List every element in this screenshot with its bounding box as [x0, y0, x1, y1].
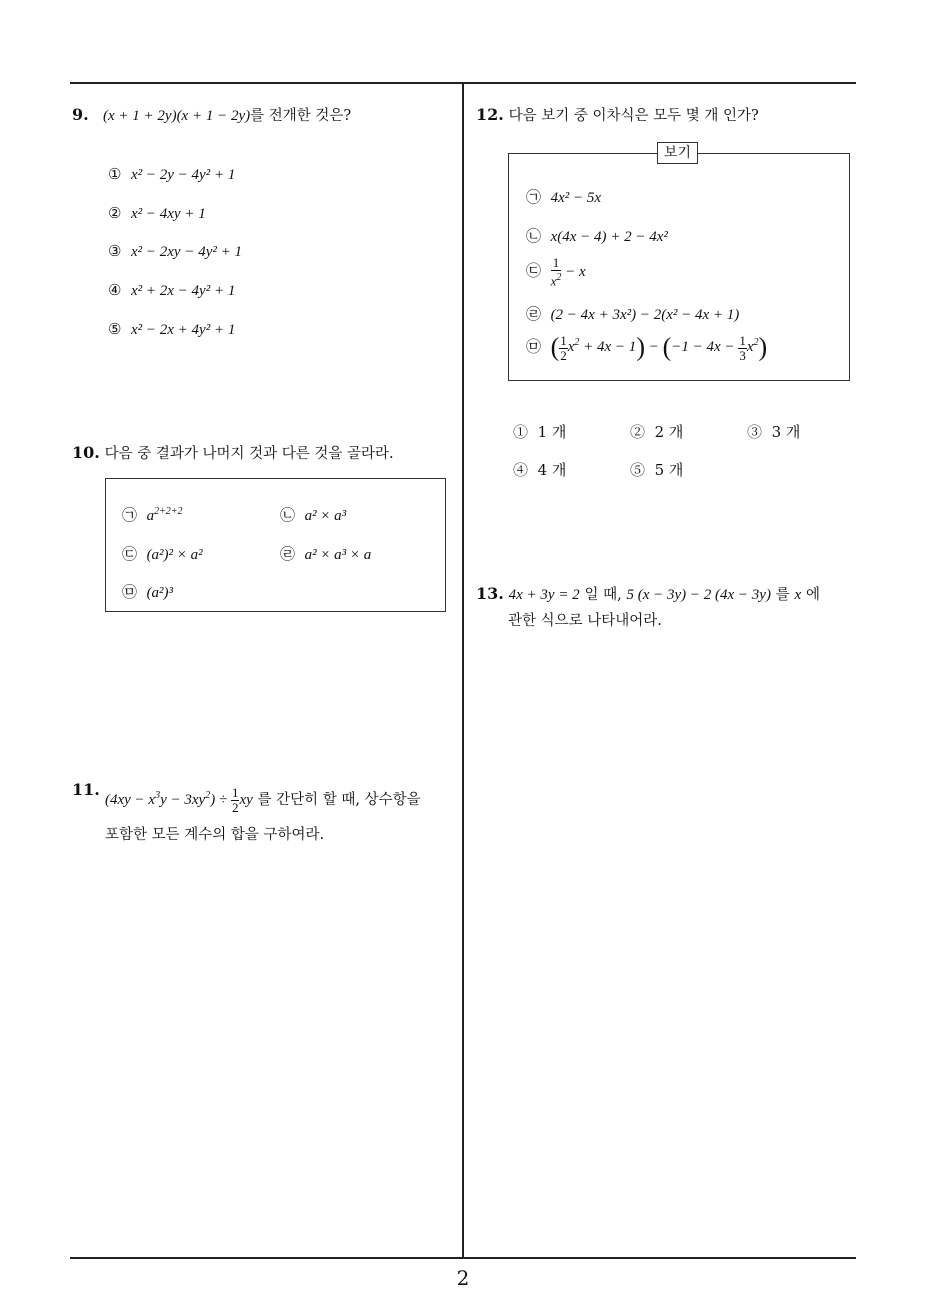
item-mark: ㉠	[526, 188, 542, 206]
item-expr: a² × a³ × a	[304, 547, 372, 563]
item-mark: ㉡	[280, 506, 296, 524]
item-expr: (2 − 4x + 3x²) − 2(x² − 4x + 1)	[550, 307, 740, 323]
q10-item-e	[122, 581, 173, 602]
choice-mark: ③	[108, 242, 122, 260]
q9-choice-2[interactable]	[108, 204, 206, 223]
item-expr: 4x² − 5x	[550, 190, 601, 206]
choice-mark: ①	[108, 165, 122, 183]
q12-item-a	[526, 186, 601, 207]
q9-header	[72, 104, 351, 125]
choice-mark: ②	[108, 204, 122, 222]
question-expression: 5 (x − 3y) − 2 (4x − 3y)	[626, 587, 771, 603]
choice-mark: ⑤	[630, 461, 646, 479]
q10-header	[72, 442, 394, 463]
bottom-rule	[70, 1257, 856, 1259]
choice-expr: x² − 2xy − 4y² + 1	[131, 244, 242, 260]
choice-mark: ④	[108, 281, 122, 299]
q11-line-2	[105, 823, 324, 844]
choice-mark: ①	[513, 423, 529, 441]
question-number: 11.	[72, 780, 100, 799]
q11-number	[72, 780, 100, 799]
item-mark: ㉠	[122, 506, 138, 524]
question-number: 10.	[72, 443, 100, 462]
item-expr: (a²)³	[146, 585, 174, 601]
q10-item-b	[280, 504, 346, 525]
question-expression: 4x + 3y = 2	[508, 587, 580, 603]
item-mark: ㉢	[122, 545, 138, 563]
item-expr: $\frac{1}{x^2}$ − x	[550, 255, 586, 289]
question-stem: 에	[806, 587, 821, 603]
item-mark: ㉢	[526, 261, 542, 280]
item-expr: (a²)² × a²	[146, 547, 203, 563]
item-expr: $a^{2+2+2}$	[146, 506, 183, 524]
bogi-label: 보기	[657, 142, 698, 164]
item-mark: ㉤	[122, 583, 138, 601]
choice-expr: x² − 2y − 4y² + 1	[131, 167, 236, 183]
question-expression: $(4xy - x^3y - 3xy^2)$ ÷ $\frac{1}{2}$ xy	[105, 785, 253, 815]
choice-mark: ②	[630, 423, 646, 441]
q12-header	[476, 104, 759, 125]
q9-choice-4[interactable]	[108, 281, 235, 300]
question-stem: 다음 중 결과가 나머지 것과 다른 것을 골라라.	[104, 446, 394, 462]
item-mark: ㉤	[526, 337, 542, 356]
q12-choice-3[interactable]	[747, 421, 800, 442]
question-variable: x	[794, 587, 802, 603]
q12-item-d	[526, 303, 739, 324]
question-stem: 일 때,	[584, 587, 622, 603]
item-expr: a² × a³	[304, 508, 347, 524]
q12-choice-5[interactable]	[630, 459, 683, 480]
choice-mark: ③	[747, 423, 763, 441]
q12-item-b	[526, 225, 668, 246]
question-stem: 를 전개한 것은?	[250, 108, 352, 124]
question-stem-continued: 포함한 모든 계수의 합을 구하여라.	[105, 827, 325, 843]
item-mark: ㉣	[280, 545, 296, 563]
q10-item-a	[122, 504, 183, 525]
item-mark: ㉡	[526, 227, 542, 245]
page-number: 2	[456, 1266, 470, 1290]
q13-line-2	[508, 609, 662, 630]
q11-line-1	[105, 786, 421, 815]
question-stem: 다음 보기 중 이차식은 모두 몇 개 인가?	[508, 108, 759, 124]
question-stem-continued: 관한 식으로 나타내어라.	[508, 613, 662, 629]
choice-mark: ④	[513, 461, 529, 479]
question-expression: (x + 1 + 2y)(x + 1 − 2y)	[103, 108, 251, 124]
choice-text: 3 개	[771, 423, 801, 441]
q10-item-c	[122, 543, 203, 564]
item-expr: x(4x − 4) + 2 − 4x²	[550, 229, 668, 245]
q12-choice-4[interactable]	[513, 459, 566, 480]
question-stem: 를 간단히 할 때, 상수항을	[257, 791, 421, 808]
q10-item-d	[280, 543, 371, 564]
q9-choice-5[interactable]	[108, 320, 235, 339]
choice-text: 2 개	[654, 423, 684, 441]
choice-expr: x² − 2x + 4y² + 1	[131, 322, 236, 338]
choice-text: 1 개	[537, 423, 567, 441]
q12-choice-1[interactable]	[513, 421, 566, 442]
choice-expr: x² − 4xy + 1	[131, 206, 206, 222]
column-divider	[462, 82, 464, 1258]
item-mark: ㉣	[526, 305, 542, 323]
q9-choice-1[interactable]	[108, 165, 235, 184]
question-number: 13.	[476, 584, 504, 603]
choice-text: 4 개	[537, 461, 567, 479]
q12-choice-2[interactable]	[630, 421, 683, 442]
choice-expr: x² + 2x − 4y² + 1	[131, 283, 236, 299]
choice-text: 5 개	[654, 461, 684, 479]
q12-item-e	[526, 333, 767, 363]
q13-line-1	[476, 583, 820, 604]
choice-mark: ⑤	[108, 320, 122, 338]
q9-choice-3[interactable]	[108, 242, 242, 261]
question-number: 9.	[72, 105, 89, 124]
item-expr: ( $\frac{1}{2}$ $x^2 + 4x - 1) - (-1 - 4x$ − $\frac{1}{3}$ $x^2$)	[550, 332, 768, 363]
question-stem: 를	[775, 587, 790, 603]
question-number: 12.	[476, 105, 504, 124]
q12-item-c	[526, 256, 586, 288]
